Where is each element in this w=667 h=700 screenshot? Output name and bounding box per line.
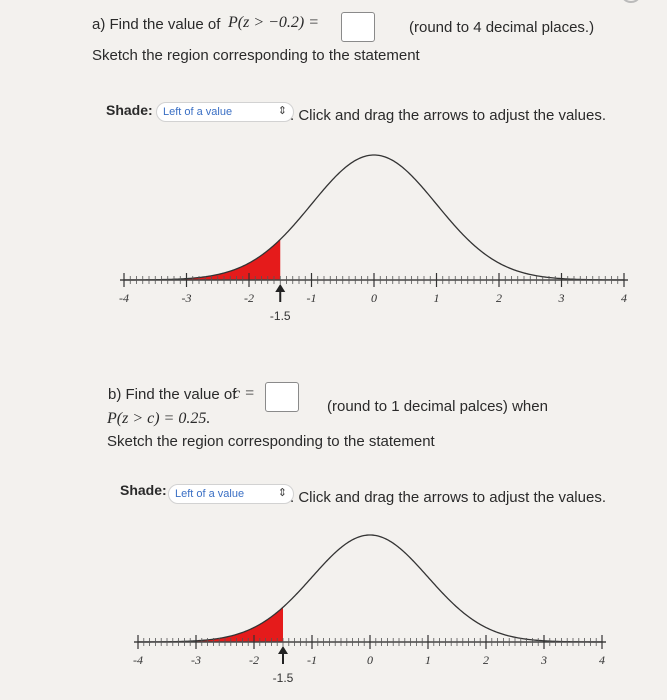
part-b-shade-label: Shade: bbox=[120, 482, 167, 498]
part-a-answer-input[interactable] bbox=[341, 12, 375, 42]
part-b-tick-label: 1 bbox=[425, 653, 431, 667]
part-b-drag-arrow-icon[interactable] bbox=[278, 646, 288, 664]
part-a-shade-label: Shade: bbox=[106, 102, 153, 118]
part-a-tick-label: 3 bbox=[558, 291, 565, 305]
part-b-normal-plot bbox=[110, 528, 620, 688]
part-b-tick-label: -3 bbox=[191, 653, 201, 667]
part-a-marker-label: -1.5 bbox=[269, 309, 291, 323]
part-b-expression: c = bbox=[233, 385, 255, 402]
part-b-round-note: (round to 1 decimal palces) when bbox=[327, 398, 548, 415]
part-b-shaded-area bbox=[138, 607, 283, 642]
part-b-tick-label: 2 bbox=[483, 653, 489, 667]
part-a-tick-label: -4 bbox=[119, 291, 129, 305]
part-b-drag-instruction: . Click and drag the arrows to adjust the values. bbox=[290, 489, 606, 506]
part-a-density-curve bbox=[124, 155, 624, 280]
part-b-sketch-instruction: Sketch the region corresponding to the statement bbox=[107, 433, 435, 450]
part-b-marker-label: -1.5 bbox=[272, 671, 294, 685]
part-a-tick-label: -1 bbox=[306, 291, 317, 305]
part-a-expression: P(z > −0.2) = bbox=[228, 14, 320, 31]
part-b-tick-label: -2 bbox=[249, 653, 259, 667]
part-a-tick-label: 1 bbox=[433, 291, 440, 305]
part-b-question-prefix: b) Find the value of bbox=[108, 386, 237, 403]
part-a-round-note: (round to 4 decimal places.) bbox=[409, 19, 595, 36]
part-b-tick-label: -1 bbox=[307, 653, 317, 667]
part-a-question-prefix: a) Find the value of bbox=[92, 16, 221, 33]
part-b-condition: P(z > c) = 0.25. bbox=[107, 410, 211, 427]
part-b-tick-label: 3 bbox=[541, 653, 547, 667]
part-a-sketch-instruction: Sketch the region corresponding to the statement bbox=[92, 47, 420, 64]
part-b-shade-select-value: Left of a value bbox=[175, 488, 245, 500]
part-a-shade-select-value: Left of a value bbox=[163, 106, 233, 118]
part-b-tick-label: -4 bbox=[133, 653, 143, 667]
part-a-tick-label: 2 bbox=[496, 291, 502, 305]
updown-chevron-icon: ⇕ bbox=[277, 487, 287, 499]
part-a-normal-plot bbox=[100, 150, 650, 330]
part-a-tick-label: 4 bbox=[621, 291, 627, 305]
part-b-answer-input[interactable] bbox=[265, 382, 299, 412]
timer-icon bbox=[621, 0, 667, 8]
part-a-drag-instruction: . Click and drag the arrows to adjust the values. bbox=[290, 107, 606, 124]
part-b-tick-label: 0 bbox=[367, 653, 373, 667]
part-a-tick-label: -2 bbox=[244, 291, 254, 305]
updown-chevron-icon: ⇕ bbox=[277, 105, 287, 117]
part-a-tick-label: 0 bbox=[371, 291, 377, 305]
part-a-shaded-area bbox=[124, 239, 280, 280]
part-a-tick-label: -3 bbox=[181, 291, 192, 305]
part-a-drag-arrow-icon[interactable] bbox=[275, 284, 285, 302]
part-b-shade-select[interactable] bbox=[168, 484, 294, 504]
part-b-density-curve bbox=[138, 535, 602, 642]
part-b-tick-label: 4 bbox=[599, 653, 605, 667]
part-a-shade-select[interactable] bbox=[156, 102, 294, 122]
